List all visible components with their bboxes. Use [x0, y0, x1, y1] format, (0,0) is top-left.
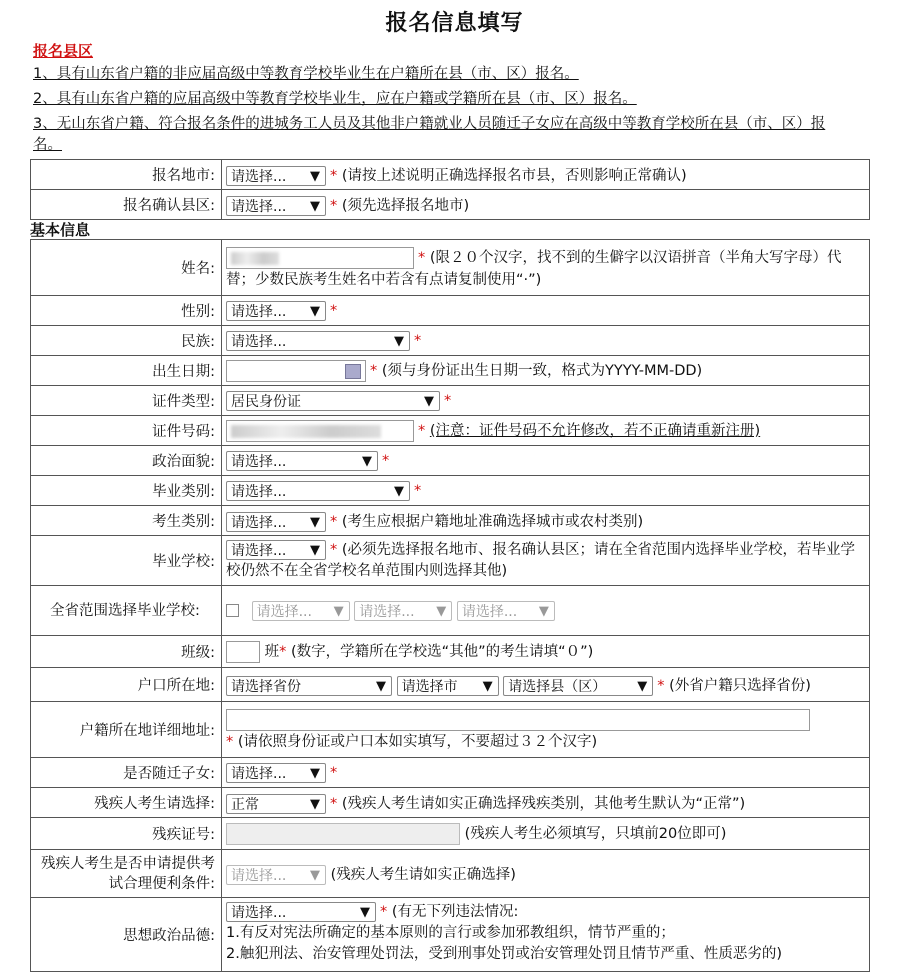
region-note-3: 3、无山东省户籍、符合报名条件的进城务工人员及其他非户籍就业人员随迁子女应在高级中等教育学校所在县（市、区）报名。: [33, 116, 826, 153]
row-ethnicity: [31, 326, 870, 356]
chevron-down-icon: ▼: [310, 168, 320, 184]
row-id-type: [31, 386, 870, 416]
birth-label: 出生日期:: [31, 356, 222, 386]
name-label: 姓名:: [31, 240, 222, 296]
required-mark: *: [414, 332, 422, 349]
name-hint: (限２０个汉字，找不到的生僻字以汉语拼音（半角大写字母）代替；少数民族考生姓名中若含有点请复制使用“·”): [226, 249, 842, 288]
row-city: [31, 160, 870, 190]
row-accompany: [31, 758, 870, 788]
hukou-address-hint: (请依照身份证或户口本如实填写，不要超过３２个汉字): [237, 733, 598, 750]
hukou-province-value: 请选择省份: [231, 678, 301, 695]
chevron-down-icon: ▼: [333, 603, 344, 619]
disability-select[interactable]: [226, 794, 326, 814]
id-number-hint: (注意：证件号码不允许修改，若不正确请重新注册): [429, 423, 761, 439]
row-province-school: [31, 586, 870, 636]
hukou-hint: (外省户籍只选择省份): [669, 677, 811, 694]
chevron-down-icon: ▼: [310, 796, 320, 812]
candidate-type-select-value: 请选择...: [231, 514, 287, 531]
required-mark: *: [330, 197, 338, 214]
county-select[interactable]: [226, 196, 326, 216]
grad-category-label: 毕业类别:: [31, 476, 222, 506]
required-mark: *: [444, 392, 452, 409]
politics-label: 政治面貌:: [31, 446, 222, 476]
chevron-down-icon: ▼: [394, 483, 404, 499]
chevron-down-icon: ▼: [310, 542, 320, 558]
id-type-select-value: 居民身份证: [231, 393, 301, 410]
row-hukou-address: [31, 702, 870, 758]
politics-select-value: 请选择...: [231, 453, 287, 470]
required-mark: *: [380, 904, 388, 920]
redacted-blur: [231, 252, 279, 265]
gender-select[interactable]: [226, 301, 326, 321]
chevron-down-icon: ▼: [310, 198, 320, 214]
ideology-line-1: 1.有反对宪法所确定的基本原则的言行或参加邪教组织，情节严重的；: [226, 925, 675, 941]
row-class: [31, 636, 870, 668]
row-candidate-type: [31, 506, 870, 536]
accompany-label: 是否随迁子女:: [31, 758, 222, 788]
school-select[interactable]: [226, 540, 326, 560]
chevron-down-icon: ▼: [310, 867, 320, 883]
province-school-select-2-value: 请选择...: [359, 603, 415, 620]
grad-category-select-value: 请选择...: [231, 483, 287, 500]
row-hukou: [31, 668, 870, 702]
disability-select-value: 正常: [231, 796, 259, 813]
province-school-label: 全省范围选择毕业学校:: [31, 586, 222, 636]
ethnicity-label: 民族:: [31, 326, 222, 356]
disability-no-input[interactable]: [226, 823, 460, 845]
chevron-down-icon: ▼: [637, 678, 648, 694]
class-label: 班级:: [31, 636, 222, 668]
chevron-down-icon: ▼: [538, 603, 549, 619]
required-mark: *: [330, 541, 338, 558]
candidate-type-hint: (考生应根据户籍地址准确选择城市或农村类别): [341, 513, 644, 530]
gender-select-value: 请选择...: [231, 303, 287, 320]
county-hint: (须先选择报名地市): [341, 197, 470, 214]
province-scope-checkbox[interactable]: [226, 604, 239, 617]
chevron-down-icon: ▼: [362, 453, 372, 469]
basic-info-table: [30, 239, 870, 972]
ideology-hint: (有无下列违法情况:: [391, 904, 519, 920]
province-school-select-3[interactable]: [457, 601, 555, 621]
required-mark: *: [330, 764, 338, 781]
region-table: [30, 159, 870, 220]
class-suffix: 班: [264, 644, 280, 660]
gender-label: 性别:: [31, 296, 222, 326]
row-gender: [31, 296, 870, 326]
chevron-down-icon: ▼: [376, 678, 386, 694]
required-mark: *: [414, 482, 422, 499]
chevron-down-icon: ▼: [360, 905, 370, 920]
candidate-type-select[interactable]: [226, 512, 326, 532]
required-mark: *: [330, 795, 338, 812]
province-school-select-3-value: 请选择...: [461, 603, 518, 620]
required-mark: *: [657, 677, 665, 694]
city-select[interactable]: [226, 166, 326, 186]
row-birth: [31, 356, 870, 386]
ethnicity-select[interactable]: [226, 331, 410, 351]
hukou-city-select[interactable]: [397, 676, 499, 696]
city-select-value: 请选择...: [231, 168, 287, 185]
politics-select[interactable]: [226, 451, 378, 471]
class-hint: (数字，学籍所在学校选“其他”的考生请填“０”): [290, 644, 594, 660]
county-select-value: 请选择...: [231, 198, 287, 215]
disability-no-hint: (残疾人考生必须填写，只填前20位即可): [464, 826, 727, 842]
row-county: [31, 190, 870, 220]
required-mark: *: [382, 452, 390, 469]
calendar-icon[interactable]: [345, 364, 361, 379]
redacted-blur: [231, 425, 381, 438]
hukou-city-value: 请选择市: [401, 678, 458, 695]
required-mark: *: [330, 513, 338, 530]
hukou-address-input[interactable]: [226, 709, 810, 731]
ideology-label: 思想政治品德:: [31, 898, 222, 972]
region-note-1: 1、具有山东省户籍的非应届高级中等教育学校毕业生在户籍所在县（市、区）报名。: [33, 66, 579, 82]
ideology-select-value: 请选择...: [231, 905, 287, 921]
disability-no-label: 残疾证号:: [31, 818, 222, 850]
required-mark: *: [330, 302, 338, 319]
province-school-select-1[interactable]: [252, 601, 350, 621]
id-number-input[interactable]: [226, 420, 414, 442]
chevron-down-icon: ▼: [310, 303, 320, 319]
grad-category-select[interactable]: [226, 481, 410, 501]
chevron-down-icon: ▼: [394, 333, 404, 349]
row-convenience: [31, 850, 870, 898]
hukou-county-select[interactable]: [503, 676, 653, 696]
name-input[interactable]: [226, 247, 414, 269]
province-school-select-1-value: 请选择...: [256, 603, 312, 620]
county-label: 报名确认县区:: [31, 190, 222, 220]
row-name: [31, 240, 870, 296]
hukou-address-label: 户籍所在地详细地址:: [31, 702, 222, 758]
disability-label: 残疾人考生请选择:: [31, 788, 222, 818]
row-school: [31, 536, 870, 586]
id-number-label: 证件号码:: [31, 416, 222, 446]
accompany-select-value: 请选择...: [231, 765, 287, 782]
accompany-select[interactable]: [226, 763, 326, 783]
chevron-down-icon: ▼: [436, 603, 447, 619]
ethnicity-select-value: 请选择...: [231, 333, 287, 350]
hukou-county-value: 请选择县（区）: [508, 678, 607, 695]
row-ideology: [31, 898, 870, 972]
required-mark: *: [418, 249, 426, 266]
class-input[interactable]: [226, 641, 260, 663]
id-type-select[interactable]: [226, 391, 440, 411]
birth-date-input[interactable]: [226, 360, 366, 382]
chevron-down-icon: ▼: [424, 393, 434, 409]
convenience-select-value: 请选择...: [231, 867, 287, 884]
id-type-label: 证件类型:: [31, 386, 222, 416]
convenience-hint: (残疾人考生请如实正确选择): [330, 866, 516, 883]
row-politics: [31, 446, 870, 476]
required-mark: *: [226, 733, 234, 750]
region-section-title: 报名县区: [33, 42, 94, 60]
ideology-select[interactable]: [226, 902, 376, 922]
disability-hint: (残疾人考生请如实正确选择残疾类别，其他考生默认为“正常”): [341, 795, 746, 812]
region-note-2: 2、具有山东省户籍的应届高级中等教育学校毕业生，应在户籍或学籍所在县（市、区）报名。: [33, 91, 637, 107]
hukou-province-select[interactable]: [226, 676, 392, 696]
row-id-number: [31, 416, 870, 446]
ideology-line-2: 2.触犯刑法、治安管理处罚法，受到刑事处罚或治安管理处罚且情节严重、性质恶劣的): [226, 946, 782, 962]
chevron-down-icon: ▼: [310, 765, 320, 781]
required-mark: *: [279, 644, 287, 660]
city-label: 报名地市:: [31, 160, 222, 190]
chevron-down-icon: ▼: [310, 514, 320, 530]
required-mark: *: [370, 363, 378, 379]
convenience-select[interactable]: [226, 865, 326, 885]
basic-info-title: 基本信息: [30, 221, 91, 239]
row-disability: [31, 788, 870, 818]
birth-hint: (须与身份证出生日期一致，格式为YYYY-MM-DD): [381, 363, 703, 379]
school-select-value: 请选择...: [231, 542, 287, 559]
page-title: 报名信息填写: [385, 11, 524, 36]
required-mark: *: [330, 167, 338, 184]
school-hint: (必须先选择报名地市、报名确认县区；请在全省范围内选择毕业学校，若毕业学校仍然不在全省学校名单范围内则选择其他): [226, 541, 856, 579]
city-hint: (请按上述说明正确选择报名市县，否则影响正常确认): [341, 167, 687, 184]
candidate-type-label: 考生类别:: [31, 506, 222, 536]
convenience-label: 残疾人考生是否申请提供考试合理便利条件:: [31, 850, 222, 898]
hukou-label: 户口所在地:: [31, 668, 222, 702]
chevron-down-icon: ▼: [482, 678, 493, 694]
province-school-select-2[interactable]: [354, 601, 452, 621]
row-disability-no: [31, 818, 870, 850]
school-label: 毕业学校:: [31, 536, 222, 586]
required-mark: *: [418, 423, 426, 439]
row-grad-category: [31, 476, 870, 506]
